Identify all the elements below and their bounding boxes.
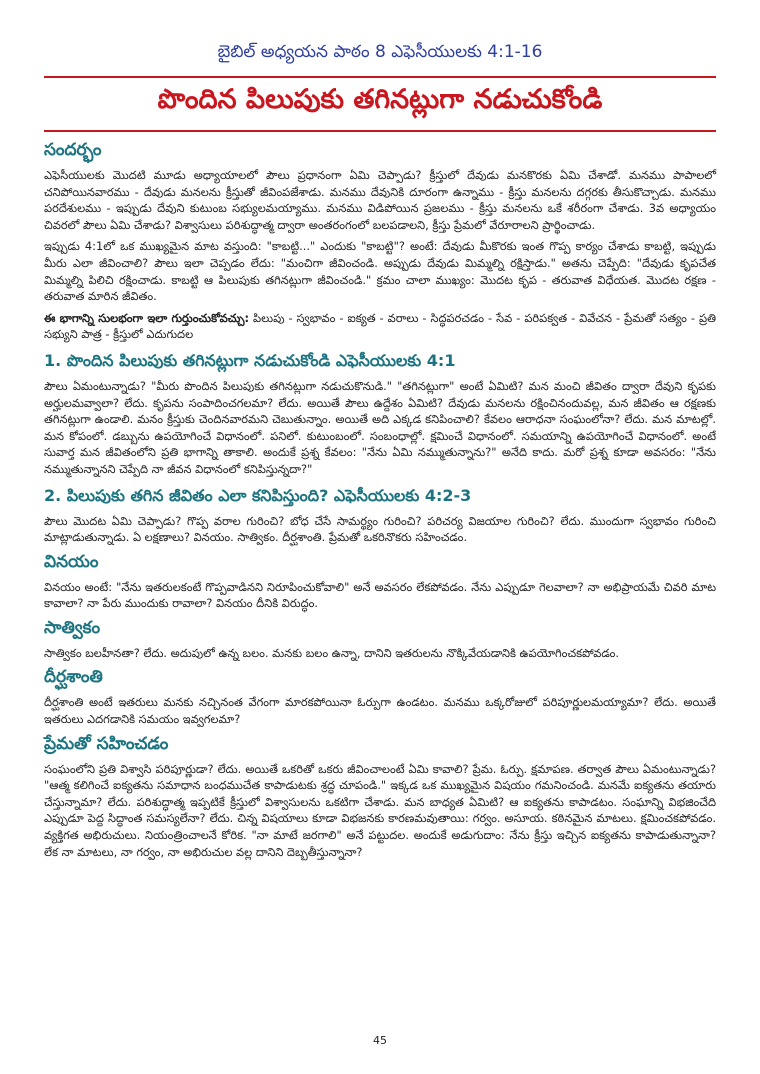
context-heading: సందర్భం: [44, 140, 102, 160]
section-2-heading: 2. పిలుపుకు తగిన జీవితం ఎలా కనిపిస్తుంది? ఎఫెసీయులకు 4:2-3: [44, 485, 472, 505]
section-1-paragraph: పౌలు ఏమంటున్నాడు? "మీరు పొందిన పిలుపుకు తగినట్లుగా నడుచుకొనుడి." "తగినట్లుగా" అంటే ఏమిటి? మన మంచి జీవితం ద్వారా దేవుని కృపకు అర్హులమవ్వాలా? లేదు. కృపను సంపాదించగలమా? లేదు. అయితే పౌలు ఉద్దేశం ఏమిటి? దేవుడు మనలను రక్షించినందువల్ల, మన జీవితం ఆ రక్షణకు తగినట్లుగా ఉండాలి. మనం క్రీస్తుకు చెందినవారమని చెబుతున్నాం. అయితే అది ఎక్కడ కనిపించాలి? కేవలం ఆరాధనా సంఘంలోనా? లేదు. మన మాటల్లో. మన కోపంలో. డబ్బును ఉపయోగించే విధానంలో. పనిలో. కుటుంబంలో. సంబంధాల్లో. క్షమించే విధానంలో. సమయాన్ని ఉపయోగించే విధానంలో. అంటే సువార్త మన జీవితంలోని ప్రతి భాగాన్ని తాకాలి. అందుకే ప్రశ్న కేవలం: "నేను ఏమి నమ్ముతున్నాను?" అనేది కాదు. మరో ప్రశ్న కూడా అవసరం: "నేను నమ్ముతున్నానని చెప్పేది నా జీవన విధానంలో కనిపిస్తున్నదా?": [44, 378, 716, 476]
memory-aid-lead: ఈ భాగాన్ని సులభంగా ఇలా గుర్తుంచుకోవచ్చు:: [44, 310, 249, 325]
patience-paragraph: దీర్ఘశాంతి అంటే ఇతరులు మనకు నచ్చినంత వేగంగా మారకపోయినా ఓర్పుగా ఉండటం. మనము ఒక్కరోజులో పరిపూర్ణులమయ్యామా? లేదు. అయితే ఇతరులు ఎదగడానికి సమయం ఇవ్వగలమా?: [44, 695, 716, 727]
main-title: పొందిన పిలుపుకు తగినట్లుగా నడుచుకోండి: [44, 76, 716, 132]
section-2-paragraph: పౌలు మొదట ఏమి చెప్పాడు? గొప్ప వరాల గురించి? బోధ చేసే సామర్థ్యం గురించి? పరిచర్య విజయాల గురించి? లేదు. ముందుగా స్వభావం గురించి మాట్లాడుతున్నాడు. ఏ లక్షణాలు? వినయం. సాత్వికం. దీర్ఘశాంతి. ప్రేమతో ఒకరినొకరు సహించడం.: [44, 513, 716, 545]
bearing-in-love-heading: ప్రేమతో సహించడం: [44, 733, 169, 754]
page-number: 45: [373, 1034, 387, 1047]
gentleness-heading: సాత్వికం: [44, 617, 101, 638]
humility-heading: వినయం: [44, 551, 99, 572]
bearing-in-love-paragraph: సంఘంలోని ప్రతి విశ్వాసి పరిపూర్ణుడా? లేదు. అయితే ఒకరితో ఒకరు జీవించాలంటే ఏమి కావాలి? ప్రేమ. ఓర్పు. క్షమాపణ. తర్వాత పౌలు ఏమంటున్నాడు? "ఆత్మ కలిగించే ఐక్యతను సమాధాన బంధముచేత కాపాడుటకు శ్రద్ధ చూపండి." ఇక్కడ ఒక ముఖ్యమైన విషయం గమనించండి. మనమే ఐక్యతను తయారు చేస్తున్నామా? లేదు. పరిశుద్ధాత్మ ఇప్పటికే క్రీస్తులో విశ్వాసులను ఒకటిగా చేశాడు. మన బాధ్యత ఏమిటి? ఆ ఐక్యతను కాపాడటం. సంఘాన్ని విభజించేది ఎప్పుడూ పెద్ద సిద్ధాంత సమస్యలేనా? లేదు. చిన్న విషయాలు కూడా విభజనకు కారణమవుతాయి: గర్వం. అసూయ. కఠినమైన మాటలు. క్షమించకపోవడం. వ్యక్తిగత అభిరుచులు. నియంత్రించాలనే కోరిక. "నా మాటే జరగాలి" అనే పట్టుదల. అందుకే అడుగుదాం: నేను క్రీస్తు ఇచ్చిన ఐక్యతను కాపాడుతున్నానా? లేక నా మాటలు, నా గర్వం, నా అభిరుచుల వల్ల దానిని దెబ్బతీస్తున్నానా?: [44, 761, 716, 859]
context-paragraph-3: [44, 310, 716, 343]
section-1-heading: 1. పొందిన పిలుపుకు తగినట్లుగా నడుచుకోండి ఎఫెసీయులకు 4:1: [44, 350, 456, 370]
patience-heading: దీర్ఘశాంతి: [44, 667, 103, 688]
humility-paragraph: వినయం అంటే: "నేను ఇతరులకంటే గొప్పవాడినని నిరూపించుకోవాలి" అనే అవసరం లేకపోవడం. నేను ఎప్పుడూ గెలవాలా? నా అభిప్రాయమే చివరి మాట కావాలా? నా పేరు ముందుకు రావాలా? వినయం దీనికి విరుద్ధం.: [44, 579, 716, 611]
memory-aid-list: పిలుపు - స్వభావం - ఐక్యత - వరాలు - సిద్ధపరచడం - సేవ - పరిపక్వత - వివేచన - ప్రేమతో సత్యం - ప్రతి సభ్యుని పాత్ర - క్రీస్తులో ఎదుగుదల: [44, 310, 716, 342]
context-paragraph-2: ఇప్పుడు 4:1లో ఒక ముఖ్యమైన మాట వస్తుంది: "కాబట్టి..." ఎందుకు "కాబట్టి"? అంటే: దేవుడు మీకొరకు ఇంత గొప్ప కార్యం చేశాడు కాబట్టి, ఇప్పుడు మీరు ఎలా జీవించాలి? పౌలు ఇలా చెప్పడం లేదు: "మంచిగా జీవించండి. అప్పుడు దేవుడు మిమ్మల్ని రక్షిస్తాడు." అతను చెప్పేది: "దేవుడు కృపచేత మిమ్మల్ని పిలిచి రక్షించాడు. కాబట్టి ఆ పిలుపుకు తగినట్లుగా జీవించండి." క్రమం చాలా ముఖ్యం: మొదట కృప - తరువాత విధేయత. మొదట రక్షణ - తరువాత మారిన జీవితం.: [44, 239, 716, 304]
context-paragraph-1: ఎఫెసీయులకు మొదటి మూడు అధ్యాయాలలో పౌలు ప్రధానంగా ఏమి చెప్పాడు? క్రీస్తులో దేవుడు మనకొరకు ఏమి చేశాడో. మనము పాపాలలో చనిపోయినవారము - దేవుడు మనలను క్రీస్తుతో జీవింపజేశాడు. మనము దేవునికి దూరంగా ఉన్నాము - క్రీస్తు మనలను దగ్గరకు తీసుకొచ్చాడు. మనము పరదేశులము - ఇప్పుడు దేవుని కుటుంబ సభ్యులమయ్యాము. మనము విడిపోయిన ప్రజలము - క్రీస్తు మనలను ఒకే శరీరంగా చేశాడు. 3వ అధ్యాయం చివరలో పౌలు ఏమి చేశాడు? విశ్వాసులు పరిశుద్ధాత్మ ద్వారా అంతరంగంలో బలపడాలని, క్రీస్తు ప్రేమలో వేరూరాలని ప్రార్థించాడు.: [44, 168, 716, 232]
gentleness-paragraph: సాత్వికం బలహీనతా? లేదు. అదుపులో ఉన్న బలం. మనకు బలం ఉన్నా, దానిని ఇతరులను నొక్కివేయడానికి ఉపయోగించకపోవడం.: [44, 645, 620, 660]
series-title: బైబిల్ అధ్యయన పాఠం 8 ఎఫెసీయులకు 4:1-16: [217, 42, 543, 62]
